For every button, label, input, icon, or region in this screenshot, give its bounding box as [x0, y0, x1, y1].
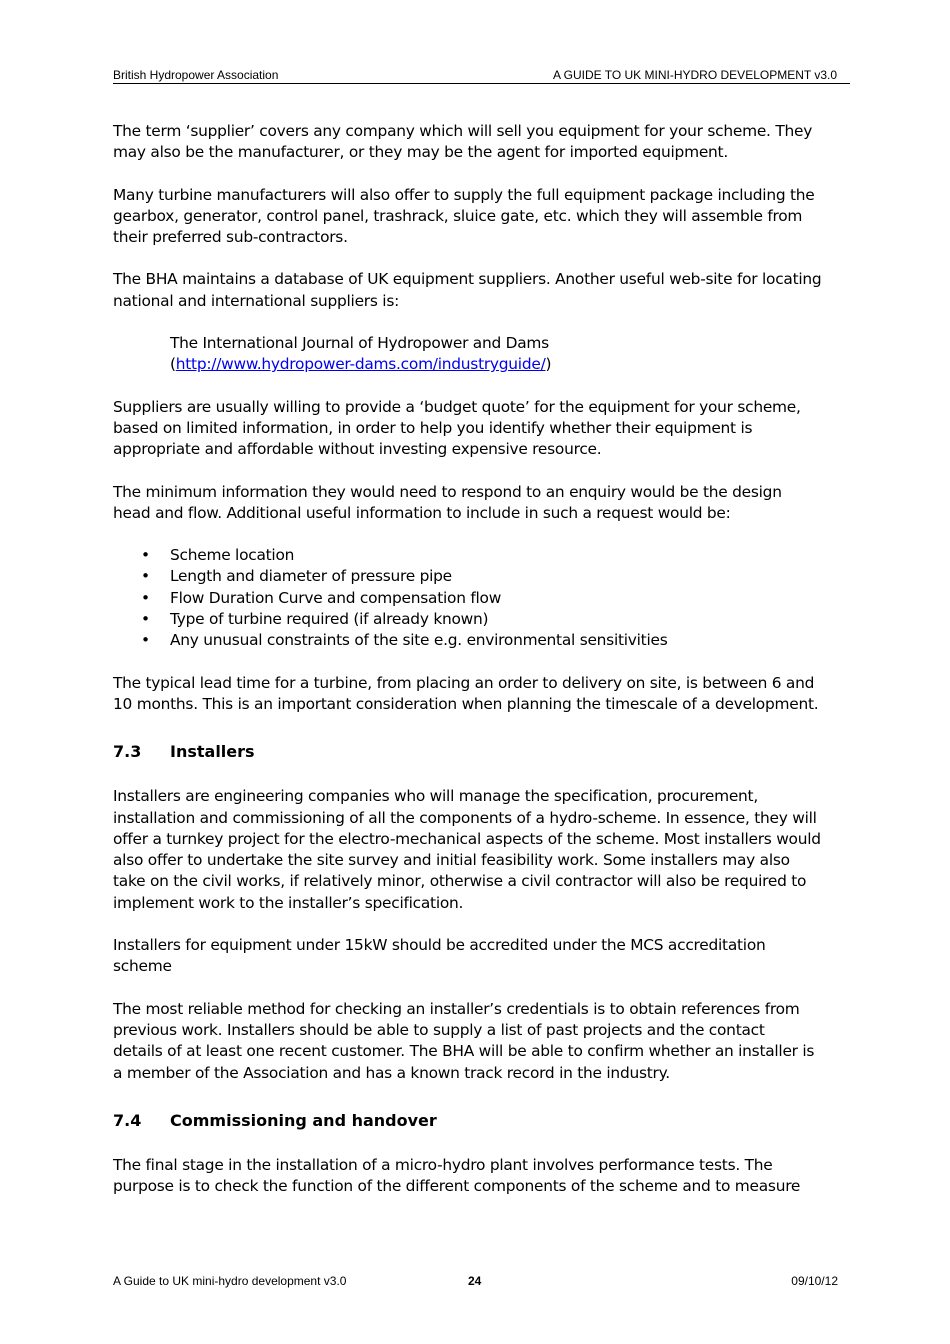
paragraph-installer-credentials: The most reliable method for checking an installer’s credentials is to obtain references from previous work. Installers should be able to supply a list of past projects and the contact details of at least one recent customer. The BHA will be able to confirm whether an installer is a member of the Association and has a known track record in the industry.	[113, 999, 815, 1082]
bullet-icon: •	[141, 631, 150, 650]
section-heading-commissioning	[113, 1110, 858, 1131]
list-item: • Type of turbine required (if already known)	[113, 609, 858, 630]
page-number: 24	[468, 1274, 482, 1288]
section-title: Installers	[170, 742, 255, 762]
enquiry-information-list	[113, 545, 858, 651]
list-item: • Any unusual constraints of the site e.g. environmental sensitivities	[113, 630, 858, 651]
paragraph-budget-quote: Suppliers are usually willing to provide a ‘budget quote’ for the equipment for your scheme, based on limited information, in order to help you identify whether their equipment is appropriate and affordable without investing expensive resource.	[113, 397, 801, 459]
bullet-icon: •	[141, 588, 150, 607]
paragraph-mcs-accreditation: Installers for equipment under 15kW should be accredited under the MCS accreditation scheme	[113, 936, 766, 976]
section-title: Commissioning and handover	[170, 1110, 437, 1130]
paragraph-minimum-information: The minimum information they would need to respond to an enquiry would be the design head and flow. Additional useful information to include in such a request would be:	[113, 482, 782, 522]
paragraph-lead-time: The typical lead time for a turbine, from placing an order to delivery on site, is between 6 and 10 months. This is an important consideration when planning the timescale of a development.	[113, 673, 819, 713]
footer-date: 09/10/12	[791, 1274, 838, 1288]
header-document-title: A GUIDE TO UK MINI-HYDRO DEVELOPMENT v3.0	[552, 68, 837, 82]
paragraph-installers-definition: Installers are engineering companies who will manage the specification, procurement, installation and commissioning of all the components of a hydro-scheme. In essence, they will offer a turnkey project for the electro-mechanical aspects of the scheme. Most installers would also offer to undertake the site survey and initial feasibility work. Some installers may also take on the civil works, if relatively minor, otherwise a civil contractor will also be required to implement work to the installer’s specification.	[113, 787, 821, 912]
section-heading-installers	[113, 741, 858, 762]
page-footer	[113, 1273, 838, 1289]
header-organization: British Hydropower Association	[113, 68, 279, 82]
list-item: • Length and diameter of pressure pipe	[113, 566, 858, 587]
list-item: • Scheme location	[113, 545, 858, 566]
paragraph-equipment-package: Many turbine manufacturers will also offer to supply the full equipment package including the gearbox, generator, control panel, trashrack, sluice gate, etc. which they will assemble from their preferred sub-contractors.	[113, 185, 815, 247]
page-header	[113, 67, 850, 84]
paragraph-supplier-definition: The term ‘supplier’ covers any company which will sell you equipment for your scheme. They may also be the manufacturer, or they may be the agent for imported equipment.	[113, 122, 813, 162]
bullet-icon: •	[141, 610, 150, 629]
list-item: • Flow Duration Curve and compensation flow	[113, 588, 858, 609]
bullet-icon: •	[141, 546, 150, 565]
page-content	[113, 121, 858, 1218]
reference-title: The International Journal of Hydropower and Dams	[170, 334, 549, 353]
section-number: 7.3	[113, 742, 142, 762]
footer-document-title: A Guide to UK mini-hydro development v3.0	[113, 1274, 347, 1288]
section-number: 7.4	[113, 1110, 142, 1130]
paragraph-performance-tests: The final stage in the installation of a micro-hydro plant involves performance tests. The purpose is to check the function of the different components of the scheme and to measure	[113, 1155, 801, 1196]
paragraph-bha-database: The BHA maintains a database of UK equipment suppliers. Another useful web-site for locating national and international suppliers is:	[113, 270, 822, 310]
industry-guide-link[interactable]: http://www.hydropower-dams.com/industryguide/	[175, 355, 546, 374]
reference-block: The International Journal of Hydropower and Dams (http://www.hydropower-dams.com/industryguide/)	[170, 334, 552, 374]
bullet-icon: •	[141, 567, 150, 586]
